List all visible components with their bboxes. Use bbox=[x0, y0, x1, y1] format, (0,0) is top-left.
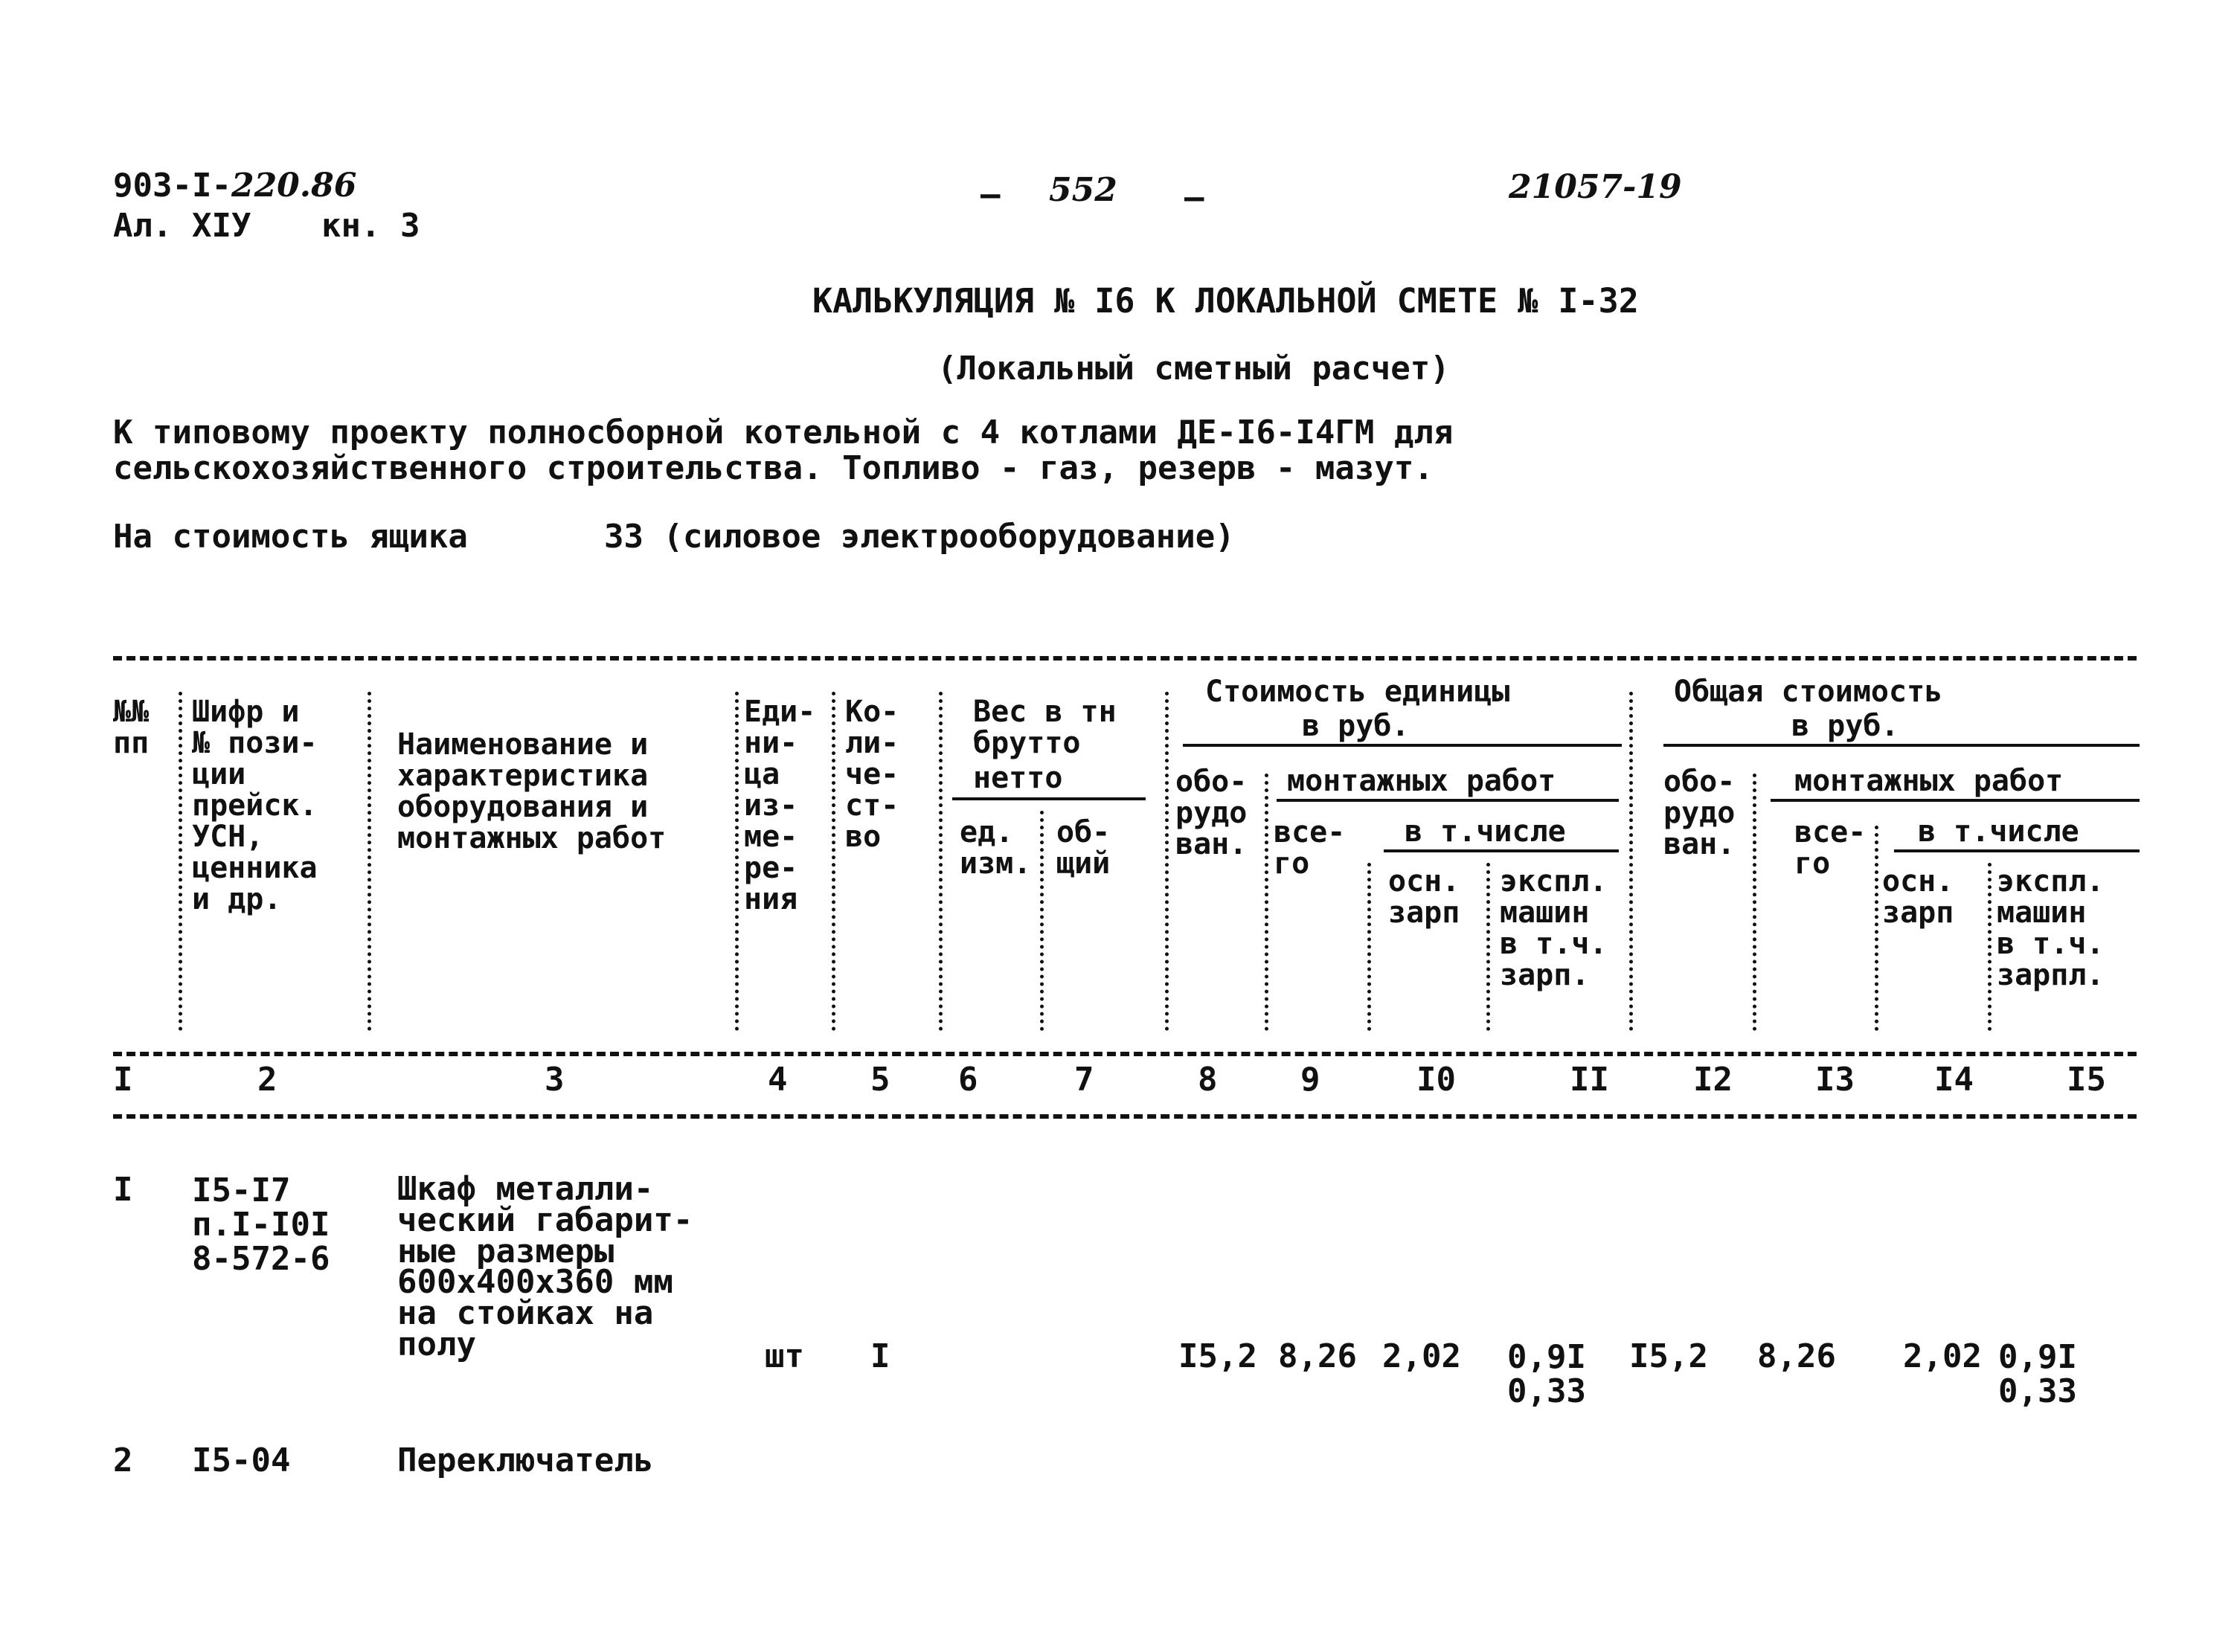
page-number: 552 bbox=[1049, 171, 1117, 209]
header-total-cost-underline bbox=[1663, 744, 2140, 747]
column-number: 5 bbox=[870, 1061, 890, 1099]
header-unit-weight: ед. изм. bbox=[960, 815, 1032, 881]
project-line-2: сельскохозяйственного строительства. Топливо - газ, резерв - мазут. bbox=[113, 449, 1434, 487]
header-total-incl: в т.числе bbox=[1918, 814, 2079, 849]
row-quantity: I bbox=[870, 1337, 890, 1375]
document-subtitle: (Локальный сметный расчет) bbox=[937, 350, 1450, 388]
header-total-weight: об- щий bbox=[1056, 815, 1111, 881]
header-total-equipment: обо- рудо ван. bbox=[1663, 765, 1736, 861]
column-number: 2 bbox=[257, 1061, 277, 1099]
header-total-expl: экспл. машин в т.ч. зарпл. bbox=[1997, 864, 2105, 992]
header-total-incl-underline bbox=[1894, 849, 2140, 852]
order-number: 21057-19 bbox=[1509, 168, 1682, 206]
table-top-rule bbox=[113, 656, 2137, 661]
header-unit-mount-works: монтажных работ bbox=[1287, 764, 1556, 798]
col-separator bbox=[1875, 826, 1878, 1031]
document-code-handwritten: 220.86 bbox=[231, 167, 357, 205]
header-unit-equipment: обо- рудо ван. bbox=[1175, 765, 1248, 861]
col-separator bbox=[1988, 863, 1992, 1031]
col-separator bbox=[1265, 774, 1268, 1031]
document-title: КАЛЬКУЛЯЦИЯ № I6 К ЛОКАЛЬНОЙ СМЕТЕ № I-32 bbox=[812, 281, 1639, 321]
row-unit-equipment-cost: I5,2 bbox=[1178, 1337, 1257, 1375]
row-code: I5-04 bbox=[192, 1442, 291, 1479]
col-separator bbox=[1753, 774, 1756, 1031]
column-number: I5 bbox=[2067, 1061, 2106, 1099]
row-total-basic-wage: 2,02 bbox=[1903, 1337, 1982, 1375]
project-line-1: К типовому проекту полносборной котельной с 4 котлами ДЕ-I6-I4ГМ для bbox=[113, 414, 1454, 451]
row-unit-basic-wage: 2,02 bbox=[1382, 1337, 1461, 1375]
header-name: Наименование и характеристика оборудования и монтажных работ bbox=[397, 727, 667, 855]
header-total-mount-works: монтажных работ bbox=[1794, 764, 2064, 798]
header-unit-expl: экспл. машин в т.ч. зарп. bbox=[1500, 864, 1608, 992]
col-separator bbox=[368, 692, 371, 1031]
row-number: 2 bbox=[113, 1442, 133, 1479]
header-weight-group: Вес в тн брутто bbox=[973, 695, 1117, 760]
row-unit-machine-expl: 0,9I 0,33 bbox=[1507, 1338, 1586, 1411]
row-unit: шт bbox=[765, 1337, 804, 1375]
album-number: Ал. XIУ bbox=[113, 207, 251, 245]
row-total-equipment-cost: I5,2 bbox=[1629, 1337, 1708, 1375]
cost-label: На стоимость ящика bbox=[113, 518, 468, 556]
col-separator bbox=[1629, 692, 1633, 1031]
header-unit-cost-line1: Стоимость единицы bbox=[1205, 675, 1510, 709]
header-total-vsego: все- го bbox=[1794, 815, 1867, 881]
column-number: II bbox=[1570, 1061, 1609, 1099]
header-total-osn-zarp: осн. зарп bbox=[1882, 864, 1954, 930]
column-number: I3 bbox=[1815, 1061, 1855, 1099]
col-separator bbox=[939, 692, 943, 1031]
cost-value: 33 (силовое электрооборудование) bbox=[604, 518, 1235, 556]
header-quantity: Ко- ли- че- ст- во bbox=[845, 695, 899, 854]
page-dash-right: – bbox=[1184, 179, 1204, 216]
col-separator bbox=[1165, 692, 1169, 1031]
col-separator bbox=[179, 692, 182, 1031]
column-number: I0 bbox=[1416, 1061, 1456, 1099]
header-unit-incl-underline bbox=[1384, 849, 1619, 852]
header-bottom-rule bbox=[113, 1052, 2137, 1056]
header-total-mount-underline bbox=[1771, 799, 2140, 802]
row-number: I bbox=[113, 1171, 133, 1209]
col-separator bbox=[1040, 811, 1044, 1031]
header-code: Шифр и № пози- ции прейск. УСН, ценника и др. bbox=[192, 695, 318, 916]
document-code-printed: 903-I- bbox=[113, 167, 231, 205]
column-number: 8 bbox=[1198, 1061, 1218, 1099]
header-unit-osn-zarp: осн. зарп bbox=[1388, 864, 1460, 930]
col-separator bbox=[832, 692, 835, 1031]
column-number: I bbox=[113, 1061, 133, 1099]
header-unit: Еди- ни- ца из- ме- ре- ния bbox=[744, 695, 816, 916]
column-number: 3 bbox=[545, 1061, 565, 1099]
column-number: 4 bbox=[768, 1061, 788, 1099]
header-unit-cost-underline bbox=[1183, 744, 1622, 747]
col-separator bbox=[735, 692, 739, 1031]
row-name: Переключатель bbox=[397, 1442, 654, 1479]
row-total-mount-total: 8,26 bbox=[1757, 1337, 1836, 1375]
page-dash-left: – bbox=[981, 176, 1001, 213]
header-weight-net: нетто bbox=[973, 761, 1063, 795]
row-code: I5-I7 п.I-I0I 8-572-6 bbox=[192, 1171, 330, 1279]
col-separator bbox=[1486, 863, 1490, 1031]
column-number: I2 bbox=[1693, 1061, 1733, 1099]
column-number: I4 bbox=[1934, 1061, 1974, 1099]
row-name: Шкаф металли- ческий габарит- ные размеры 600х400х360 мм на стойках на полу bbox=[397, 1170, 693, 1363]
column-number: 6 bbox=[958, 1061, 978, 1099]
column-number: 9 bbox=[1300, 1061, 1320, 1099]
col-separator bbox=[1367, 863, 1371, 1031]
document-code bbox=[113, 167, 357, 205]
header-unit-vsego: все- го bbox=[1274, 815, 1346, 881]
header-row-number: №№ пп bbox=[113, 695, 150, 760]
column-number: 7 bbox=[1074, 1061, 1094, 1099]
header-unit-mount-underline bbox=[1277, 799, 1619, 802]
header-unit-cost-line2: в руб. bbox=[1302, 709, 1410, 743]
header-weight-underline bbox=[952, 797, 1146, 800]
header-total-cost-line2: в руб. bbox=[1791, 709, 1899, 743]
row-unit-mount-total: 8,26 bbox=[1278, 1337, 1357, 1375]
header-unit-incl: в т.числе bbox=[1405, 814, 1566, 849]
column-numbers-rule bbox=[113, 1114, 2137, 1119]
header-total-cost-line1: Общая стоимость bbox=[1674, 675, 1943, 709]
row-total-machine-expl: 0,9I 0,33 bbox=[1998, 1338, 2077, 1411]
book-number: кн. 3 bbox=[321, 207, 420, 245]
